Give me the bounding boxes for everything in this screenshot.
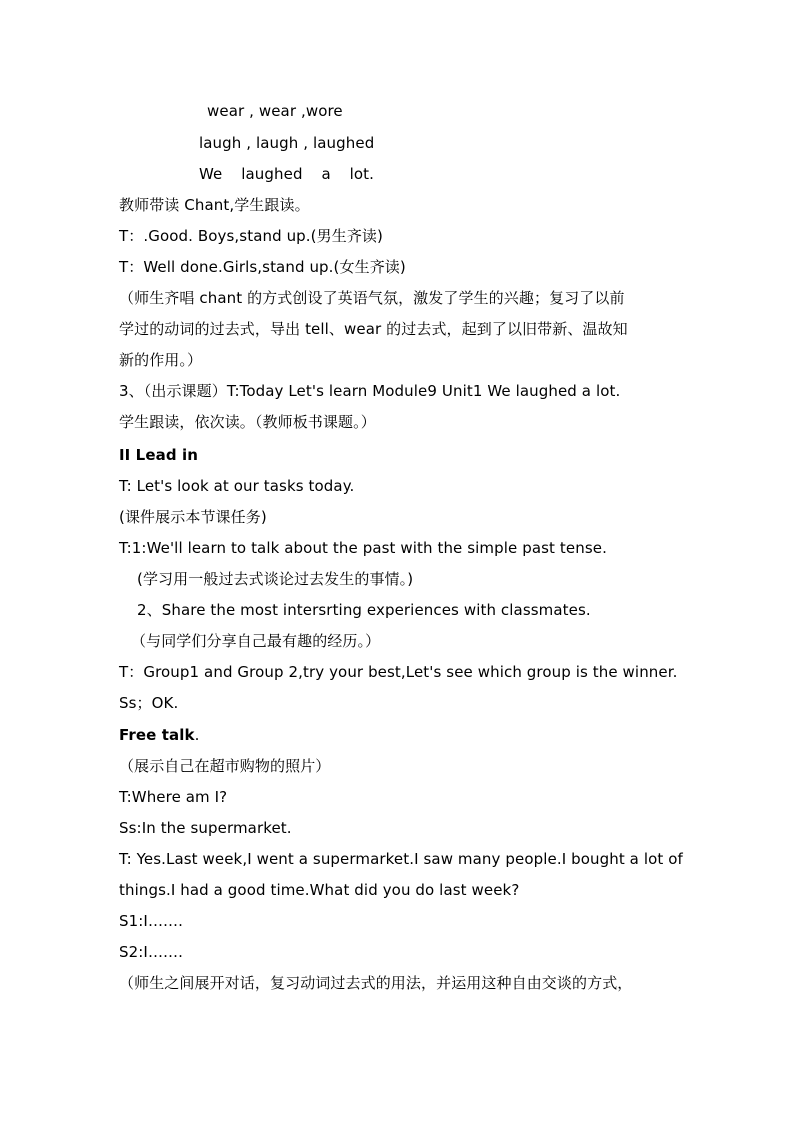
- text-line: 2、Share the most intersrting experiences with classmates.: [137, 601, 591, 619]
- text-line: Ss；OK.: [119, 694, 179, 712]
- text-line: 新的作用。）: [119, 351, 203, 369]
- section-heading-lead-in: II Lead in: [119, 446, 199, 464]
- text-line: （师生齐唱 chant 的方式创设了英语气氛，激发了学生的兴趣；复习了以前: [119, 289, 625, 307]
- text-line: T：.Good. Boys,stand up.(男生齐读): [119, 227, 383, 245]
- text-line: T：Well done.Girls,stand up.(女生齐读): [119, 258, 406, 276]
- free-talk-label: Free talk: [119, 726, 195, 744]
- text-line: 教师带读 Chant,学生跟读。: [119, 196, 310, 214]
- section-heading-free-talk: [119, 725, 199, 745]
- text-line: T: Yes.Last week,I went a supermarket.I saw many people.I bought a lot of: [119, 850, 683, 868]
- text-line: 学生跟读，依次读。（教师板书课题。）: [119, 413, 376, 431]
- text-line: T:Where am I?: [119, 788, 228, 806]
- text-line: T：Group1 and Group 2,try your best,Let's see which group is the winner.: [119, 663, 678, 681]
- text-line: Ss:In the supermarket.: [119, 819, 292, 837]
- chant-line-2: laugh , laugh , laughed: [199, 134, 375, 152]
- text-line: （与同学们分享自己最有趣的经历。）: [131, 632, 381, 650]
- text-line: T: Let's look at our tasks today.: [119, 477, 355, 495]
- chant-line-3: We laughed a lot.: [199, 165, 375, 183]
- text-line: things.I had a good time.What did you do last week?: [119, 881, 520, 899]
- text-line: 学过的动词的过去式，导出 tell、wear 的过去式，起到了以旧带新、温故知: [119, 320, 628, 338]
- free-talk-period: .: [194, 726, 200, 744]
- chant-line-1: wear , wear ,wore: [207, 102, 343, 120]
- text-line: S2:I…….: [119, 943, 184, 961]
- text-line: （师生之间展开对话，复习动词过去式的用法，并运用这种自由交谈的方式，: [119, 974, 633, 992]
- text-line: （展示自己在超市购物的照片）: [119, 757, 331, 775]
- text-line: (学习用一般过去式谈论过去发生的事情。): [137, 570, 414, 588]
- text-line: T:1:We'll learn to talk about the past with the simple past tense.: [119, 539, 607, 557]
- text-line: 3、（出示课题）T:Today Let's learn Module9 Unit1 We laughed a lot.: [119, 382, 621, 400]
- text-line: (课件展示本节课任务): [119, 508, 267, 526]
- text-line: S1:I…….: [119, 912, 184, 930]
